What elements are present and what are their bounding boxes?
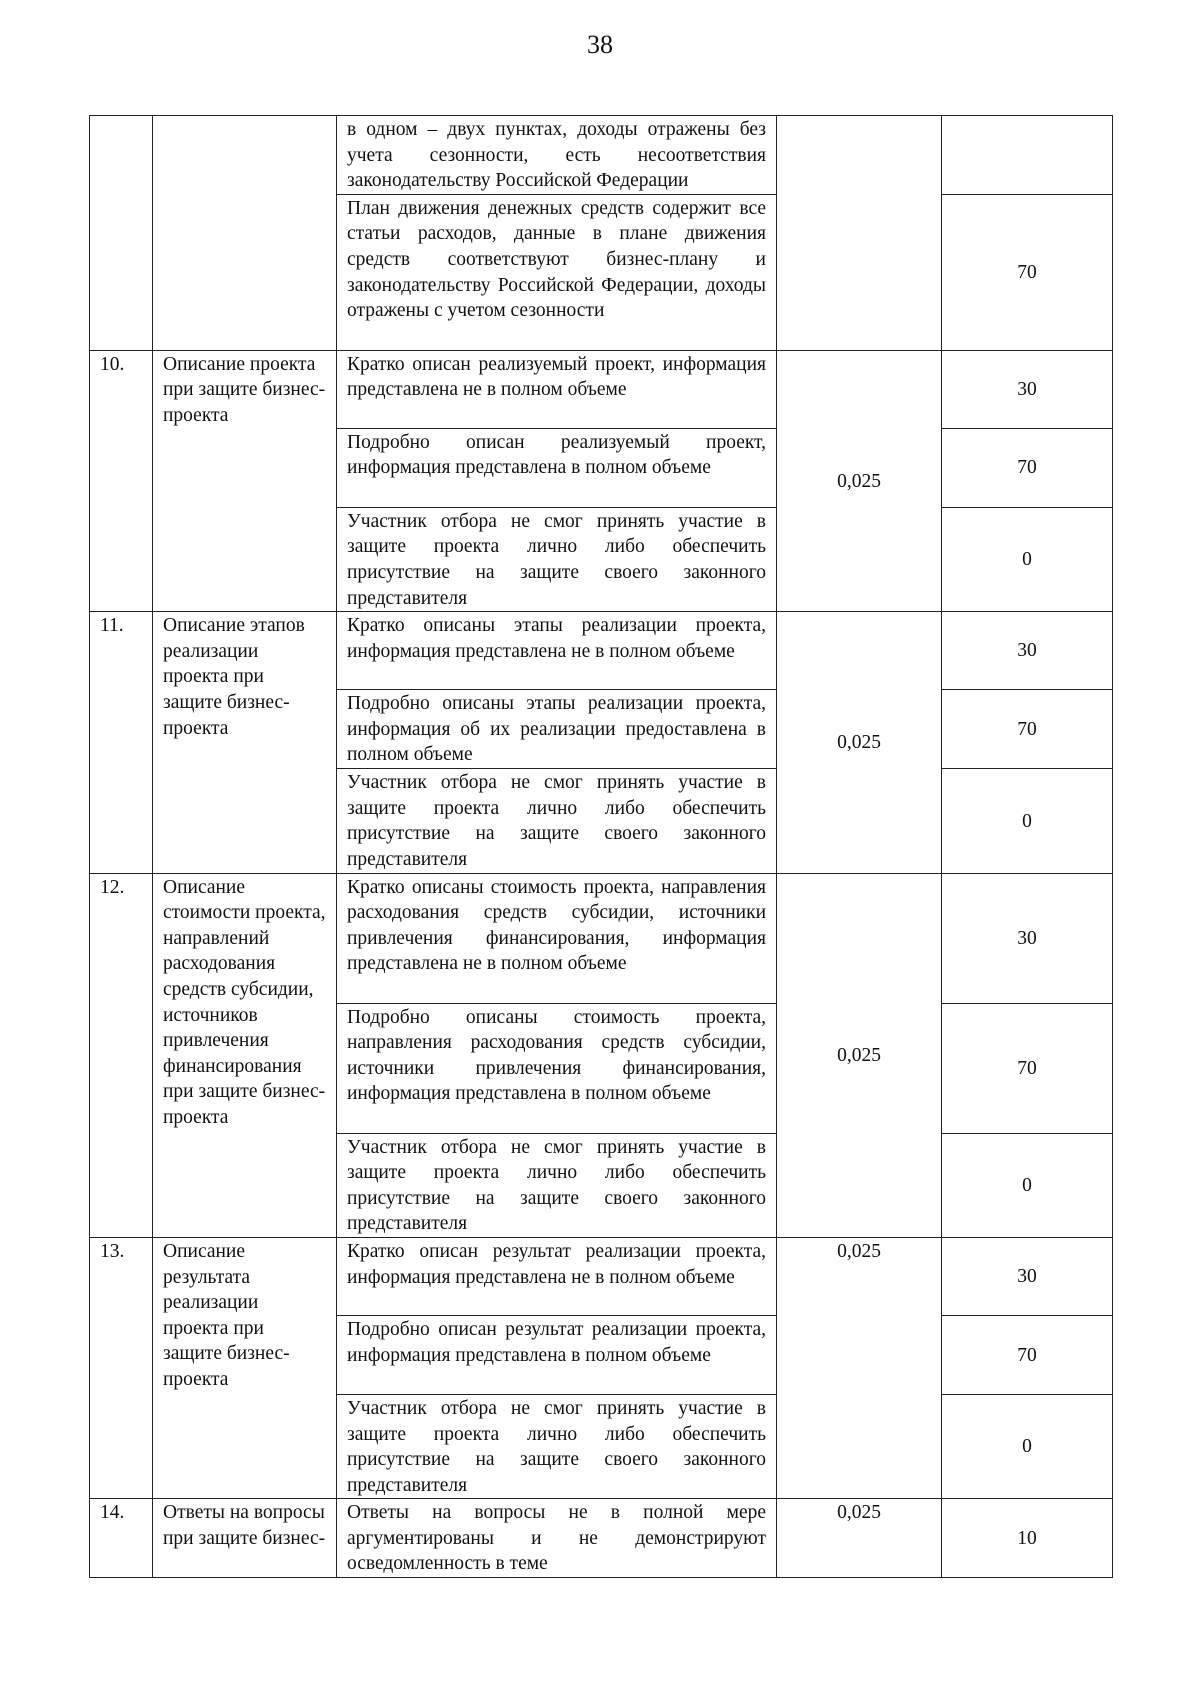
row-number: 10. bbox=[90, 350, 153, 611]
weight-value: 0,025 bbox=[777, 873, 942, 1237]
criterion-row bbox=[90, 873, 1113, 1003]
score-cell: 70 bbox=[942, 194, 1113, 350]
criterion-text: Кратко описаны стоимость проекта, направления расходования средств субсидии, источники привлечения финансирования, информация представлена не в полном объеме bbox=[337, 873, 777, 1003]
row-number: 11. bbox=[90, 612, 153, 873]
criterion-text: Участник отбора не смог принять участие в защите проекта лично либо обеспечить присутствие на защите своего законного представителя bbox=[337, 1394, 777, 1498]
evaluation-criteria-table bbox=[89, 115, 1113, 1578]
score-value: 0 bbox=[942, 769, 1113, 873]
weight-value: 0,025 bbox=[777, 612, 942, 873]
indicator-name: Описание результата реализации проекта при защите бизнес-проекта bbox=[153, 1237, 337, 1498]
score-value: 0 bbox=[942, 1133, 1113, 1237]
weight-value: 0,025 bbox=[777, 1499, 942, 1578]
criterion-text: Подробно описаны стоимость проекта, направления расходования средств субсидии, источники привлечения финансирования, информация представлена в полном объеме bbox=[337, 1003, 777, 1133]
row-number: 13. bbox=[90, 1237, 153, 1498]
row-number: 12. bbox=[90, 873, 153, 1237]
indicator-name: Описание стоимости проекта, направлений расходования средств субсидии, источников привлечения финансирования при защите бизнес-проекта bbox=[153, 873, 337, 1237]
criterion-row bbox=[90, 612, 1113, 690]
criterion-text: Кратко описан реализуемый проект, информация представлена не в полном объеме bbox=[337, 350, 777, 428]
weight-value: 0,025 bbox=[777, 350, 942, 611]
score-value: 30 bbox=[942, 350, 1113, 428]
criterion-text: Участник отбора не смог принять участие в защите проекта лично либо обеспечить присутствие на защите своего законного представителя bbox=[337, 769, 777, 873]
criterion-row bbox=[90, 1499, 1113, 1578]
score-value: 0 bbox=[942, 1394, 1113, 1498]
indicator-name-cell bbox=[153, 116, 337, 351]
criterion-text: в одном – двух пунктах, доходы отражены без учета сезонности, есть несоответствия законодательству Российской Федерации bbox=[337, 116, 777, 195]
criterion-text: Подробно описан результат реализации проекта, информация представлена в полном объеме bbox=[337, 1315, 777, 1394]
criterion-text: Кратко описан результат реализации проекта, информация представлена не в полном объеме bbox=[337, 1237, 777, 1315]
criterion-row bbox=[90, 350, 1113, 428]
row-number: 14. bbox=[90, 1499, 153, 1578]
indicator-name: Описание проекта при защите бизнес-проекта bbox=[153, 350, 337, 611]
score-value: 70 bbox=[942, 1315, 1113, 1394]
criterion-text: Участник отбора не смог принять участие в защите проекта лично либо обеспечить присутствие на защите своего законного представителя bbox=[337, 507, 777, 611]
score-value: 30 bbox=[942, 612, 1113, 690]
criterion-text: Участник отбора не смог принять участие в защите проекта лично либо обеспечить присутствие на защите своего законного представителя bbox=[337, 1133, 777, 1237]
score-value: 10 bbox=[942, 1499, 1113, 1578]
score-value: 70 bbox=[942, 690, 1113, 769]
weight-value: 0,025 bbox=[777, 1237, 942, 1498]
weight-cell bbox=[777, 116, 942, 351]
score-value: 70 bbox=[942, 1003, 1113, 1133]
score-cell bbox=[942, 116, 1113, 195]
criterion-text: План движения денежных средств содержит все статьи расходов, данные в плане движения средств соответствуют бизнес-плану и законодательству Российской Федерации, доходы отражены с учетом сезонности bbox=[337, 194, 777, 350]
score-value: 70 bbox=[942, 428, 1113, 507]
indicator-name: Описание этапов реализации проекта при защите бизнес-проекта bbox=[153, 612, 337, 873]
criterion-text: Кратко описаны этапы реализации проекта, информация представлена не в полном объеме bbox=[337, 612, 777, 690]
indicator-name: Ответы на вопросы при защите бизнес- bbox=[153, 1499, 337, 1578]
score-value: 0 bbox=[942, 507, 1113, 611]
criterion-row bbox=[90, 1237, 1113, 1315]
continuation-row bbox=[90, 116, 1113, 195]
score-value: 30 bbox=[942, 873, 1113, 1003]
page-number: 38 bbox=[587, 30, 613, 59]
criterion-text: Подробно описан реализуемый проект, информация представлена в полном объеме bbox=[337, 428, 777, 507]
criterion-text: Подробно описаны этапы реализации проекта, информация об их реализации предоставлена в полном объеме bbox=[337, 690, 777, 769]
score-value: 30 bbox=[942, 1237, 1113, 1315]
number-cell bbox=[90, 116, 153, 351]
criterion-text: Ответы на вопросы не в полной мере аргументированы и не демонстрируют осведомленность в теме bbox=[337, 1499, 777, 1578]
